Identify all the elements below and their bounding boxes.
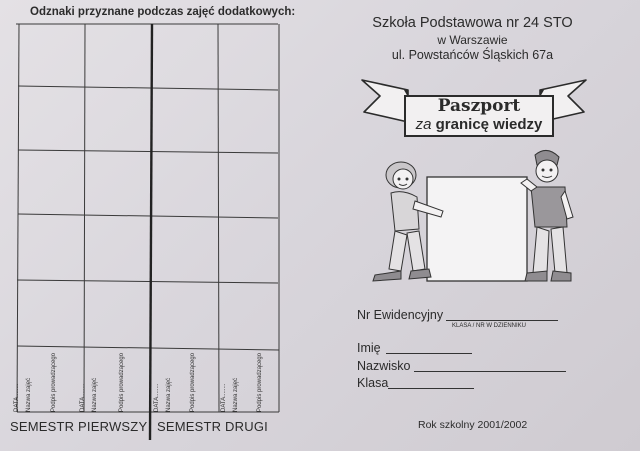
school-name: Szkoła Podstawowa nr 24 STO [372,15,573,31]
boy-icon [521,150,573,281]
passport-subtitle-main: granicę wiedzy [435,116,543,133]
semester-2-label: SEMESTR DRUGI [157,419,268,434]
school-city: w Warszawie [437,33,508,47]
column-label-activity-2: Nazwa zajęć [92,377,98,412]
column-label-activity-3: Nazwa zajęć [166,377,172,412]
passport-title: Paszport [437,96,521,116]
semester-1-label: SEMESTR PIERWSZY [10,419,148,434]
column-label-signature-3: Podpis prowadzącego [190,352,196,412]
school-address: ul. Powstańców Śląskich 67a [391,48,554,62]
nr-ewidencyjny-label: Nr Ewidencyjny [357,308,444,322]
blank-board-icon [427,177,527,281]
column-label-date-1: DATA........ [14,383,20,412]
nr-ewidencyjny-hint: KLASA / NR W DZIENNIKU [452,323,527,329]
badges-title: Odznaki przyznane podczas zajęć dodatkowych: [30,6,296,18]
passport-subtitle [404,116,554,133]
first-name-field[interactable] [386,353,472,354]
nr-ewidencyjny-field[interactable] [446,320,558,321]
last-name-label: Nazwisko [357,359,411,373]
column-label-signature-2: Podpis prowadzącego [119,352,125,412]
class-field[interactable] [388,388,474,389]
kids-with-board-illustration [355,145,580,290]
column-label-activity-4: Nazwa zajęć [233,377,239,412]
first-name-label: Imię [357,341,381,355]
column-label-signature-4: Podpis prowadzącego [257,352,263,412]
column-label-signature-1: Podpis prowadzącego [51,352,57,412]
last-name-field[interactable] [414,371,566,372]
school-year: Rok szkolny 2001/2002 [418,419,528,431]
passport-subtitle-prefix: za [415,116,432,133]
column-label-date-2: DATA........ [80,383,86,412]
column-label-date-3: DATA........ [154,383,160,412]
column-label-activity-1: Nazwa zajęć [26,377,32,412]
column-label-date-4: DATA........ [221,383,227,412]
class-label: Klasa [357,376,389,390]
